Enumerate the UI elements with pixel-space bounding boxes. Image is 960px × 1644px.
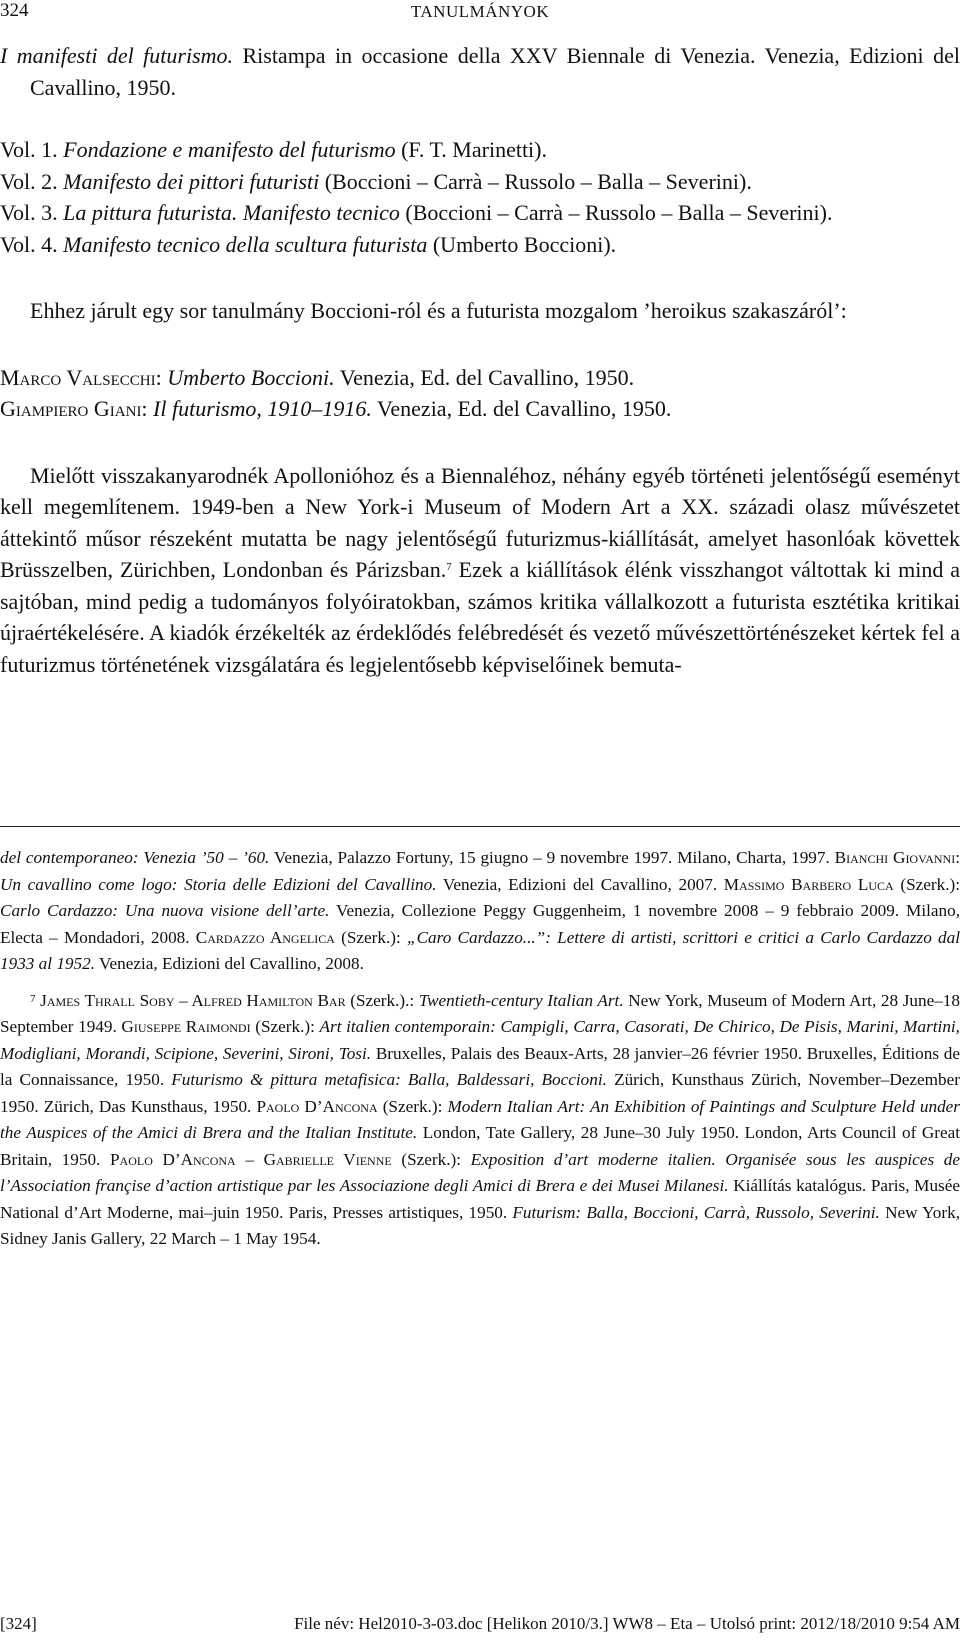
work-title: „Caro Cardazzo...”: Lettere di artisti, scrittori e critici a Carlo Cardazzo dal 1933 al 1952. <box>0 927 960 973</box>
citation-text: (Szerk.): <box>334 927 408 947</box>
citation-text: New York, Sidney Janis Gallery, 22 March – 1 May 1954. <box>0 1202 960 1248</box>
author-name: Cardazzo Angelica <box>195 927 335 947</box>
author-name: Giuseppe Raimondi <box>121 1017 251 1036</box>
volume-item: Vol. 2. Manifesto dei pittori futuristi (Boccioni – Carrà – Russolo – Balla – Severini). <box>0 168 752 194</box>
citation-text: Venezia, Collezione Peggy Guggenheim, 1 novembre 2008 – 9 febbraio 2009. Milano, Electa – Mondadori, 2008. <box>0 901 960 947</box>
citation-text: (Szerk.): <box>391 1149 471 1169</box>
author-name: James Thrall Soby – Alfred Hamilton Bar <box>35 990 346 1010</box>
main-text <box>0 40 960 680</box>
author-name: Paolo D’Ancona – Gabrielle Vienne <box>109 1149 392 1169</box>
citation-text: (Szerk.).: <box>345 990 419 1010</box>
volume-item: Vol. 3. La pittura futurista. Manifesto tecnico (Boccioni – Carrà – Russolo – Balla – Severini). <box>0 200 833 225</box>
paragraph: Ehhez járult egy sor tanulmány Boccioni-ról és a futurista mozgalom ’heroikus szakaszáról’: <box>30 298 847 323</box>
running-title: TANULMÁNYOK <box>410 2 550 21</box>
work-title: Futurismo & pittura metafisica: Balla, Baldessari, Boccioni. <box>171 1070 607 1089</box>
citation-text: Zürich, Kunsthaus Zürich, November–Dezember 1950. Zürich, Das Kunsthaus, 1950. <box>0 1070 960 1116</box>
reference-giani: Giampiero Giani: Il futurismo, 1910–1916. Venezia, Ed. del Cavallino, 1950. <box>0 396 672 421</box>
citation-text: (Szerk.): <box>893 874 960 894</box>
footnotes <box>0 845 960 1253</box>
work-title: Exposition d’art moderne italien. Organisée sous les auspices de l’Association françise d’action artistique par les Associazione degli Amici di Brera e dei Musei Milanesi. <box>0 1149 960 1195</box>
footnote-separator <box>0 826 960 827</box>
footnote-continuation <box>0 845 960 978</box>
ref-title: I manifesti del futurismo. <box>0 43 234 68</box>
work-title: Art italien contemporain: Campigli, Carra, Casorati, De Chirico, De Pisis, Marini, Martini, Modigliani, Morandi, Scipione, Severini, Sironi, Tosi. <box>0 1017 960 1063</box>
work-title: Carlo Cardazzo: Una nuova visione dell’arte. <box>0 901 330 920</box>
volume-item: Vol. 1. Fondazione e manifesto del futurismo (F. T. Marinetti). <box>0 137 547 162</box>
citation-text: New York, Museum of Modern Art, 28 June–18 September 1949. <box>0 990 960 1036</box>
author-name: Massimo Barbero Luca <box>723 874 894 894</box>
citation-text: London, Tate Gallery, 28 June–30 July 1950. London, Arts Council of Great Britain, 1950. <box>0 1123 960 1169</box>
citation-text: (Szerk.): <box>377 1096 448 1116</box>
citation-text: Venezia, Edizioni del Cavallino, 2007. <box>436 874 724 894</box>
work-title: Futurism: Balla, Boccioni, Carrà, Russolo, Severini. <box>512 1202 880 1222</box>
author-name: Bianchi Giovanni: <box>834 848 960 867</box>
work-title: del contemporaneo: Venezia ’50 – ’60. <box>0 848 270 867</box>
work-title: Modern Italian Art: An Exhibition of Paintings and Sculpture Held under the Auspices of the Amici di Brera and the Italian Institute. <box>0 1096 960 1142</box>
work-title: Un cavallino come logo: Storia delle Edizioni del Cavallino. <box>0 874 437 894</box>
footer-file-info: File név: Hel2010-3-03.doc [Helikon 2010/3.] WW8 – Eta – Utolsó print: 2012/18/2010 9:54 AM <box>294 1614 960 1633</box>
page-header <box>0 0 960 30</box>
author-name: Paolo D’Ancona <box>256 1096 378 1116</box>
volume-list <box>0 134 960 260</box>
volume-item: Vol. 4. Manifesto tecnico della scultura futurista (Umberto Boccioni). <box>0 231 617 257</box>
citation-text: (Szerk.): <box>250 1017 320 1036</box>
paragraph: Mielőtt visszakanyarodnék Apollonióhoz és a Biennaléhoz, néhány egyéb történeti jelentőségű eseményt kell megemlítenem. 1949-ben a New York-i Museum of Modern Art a XX. századi olasz művészetet áttekintő műsor részeként mutatta be nagy jelentőségű futurizmus-kiállítását, amelyet hasonlóak követtek Brüsszelben, Zürichben, Londonban és Párizsban.$^7$ Ezek a kiállítások élénk visszhangot váltottak ki mind a sajtóban, mind pedig a tudományos folyóiratokban, számos kritika vállalkozott a futurista esztétika kritikai újraértékelésére. A kiadók érzékelték az érdeklődés felébredését és vezető művészettörténészeket kértek fel a futurizmus történetének vizsgálatára és legjelentősebb képviselőinek bemuta- <box>0 462 960 677</box>
work-title: Twentieth-century Italian Art. <box>418 990 624 1010</box>
citation-text: Bruxelles, Palais des Beaux-Arts, 28 janvier–26 février 1950. Bruxelles, Éditions de la Connaissance, 1950. <box>0 1043 960 1089</box>
reference-valsecchi: Marco Valsecchi: Umberto Boccioni. Venezia, Ed. del Cavallino, 1950. <box>0 364 635 390</box>
page-number: 324 <box>0 0 29 21</box>
citation-text: Venezia, Palazzo Fortuny, 15 giugno – 9 novembre 1997. Milano, Charta, 1997. <box>269 848 835 867</box>
reference-manifesti <box>0 40 960 103</box>
footer-page-number: [324] <box>0 1614 37 1633</box>
footnote-7 <box>0 988 960 1253</box>
footnote-ref-7[interactable]: 7 <box>446 561 452 573</box>
ref-details: Ristampa in occasione della XXV Biennale di Venezia. Venezia, Edizioni del Cavallino, 1950. <box>30 43 960 100</box>
footnote-mark: 7 <box>30 992 36 1005</box>
citation-text: Kiállítás katalógus. Paris, Musée National d’Art Moderne, mai–juin 1950. Paris, Presses artistiques, 1950. <box>0 1176 960 1222</box>
citation-text: Venezia, Edizioni del Cavallino, 2008. <box>95 954 364 973</box>
